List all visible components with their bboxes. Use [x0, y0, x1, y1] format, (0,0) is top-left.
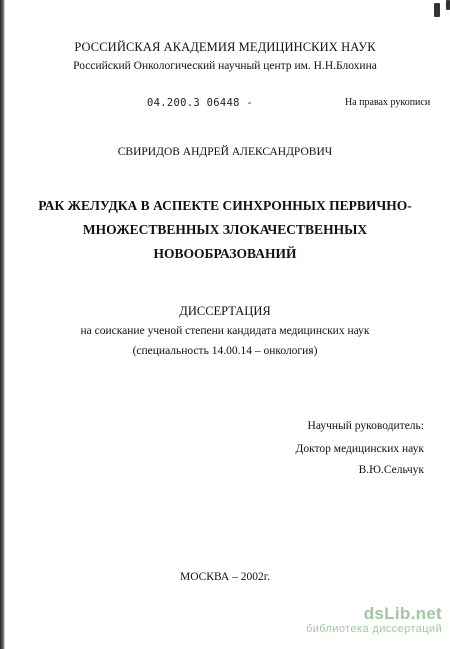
- dissertation-title-line: НОВООБРАЗОВАНИЙ: [153, 246, 297, 261]
- manuscript-rights-label: На правах рукописи: [345, 97, 431, 108]
- scan-speck: [446, 0, 450, 10]
- watermark-logo: dsLib.net: [363, 604, 442, 623]
- scan-speck: [434, 3, 440, 17]
- watermark: [306, 605, 442, 636]
- advisor-label: Научный руководитель:: [307, 420, 424, 432]
- specialty-description: (специальность 14.00.14 – онкология): [132, 345, 318, 357]
- degree-description: на соискание ученой степени кандидата медицинских наук: [80, 325, 370, 337]
- archive-number-stamp: 04.200.3 06448 -: [147, 97, 253, 109]
- advisor-name: В.Ю.Сельчук: [358, 464, 424, 476]
- organization-subname: Российский Онкологический научный центр им. Н.Н.Блохина: [73, 60, 377, 72]
- advisor-degree: Доктор медицинских наук: [295, 443, 424, 455]
- author-name: СВИРИДОВ АНДРЕЙ АЛЕКСАНДРОВИЧ: [117, 146, 333, 158]
- watermark-subtitle: библиотека диссертаций: [306, 623, 442, 635]
- dissertation-title-line: МНОЖЕСТВЕННЫХ ЗЛОКАЧЕСТВЕННЫХ: [82, 222, 368, 237]
- organization-name: РОССИЙСКАЯ АКАДЕМИЯ МЕДИЦИНСКИХ НАУК: [74, 40, 376, 54]
- document-type: ДИССЕРТАЦИЯ: [179, 304, 271, 318]
- dissertation-title-line: РАК ЖЕЛУДКА В АСПЕКТЕ СИНХРОННЫХ ПЕРВИЧНО-: [38, 198, 412, 213]
- city-and-year: МОСКВА – 2002г.: [179, 571, 271, 583]
